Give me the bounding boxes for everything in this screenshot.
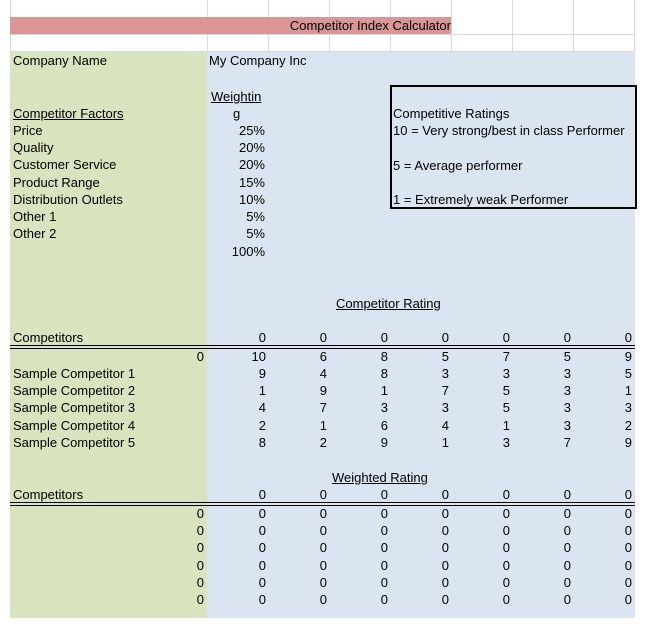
- page-title: Competitor Index Calculator: [289, 18, 451, 33]
- rating-header-cell: 0: [380, 330, 388, 345]
- factor-weight[interactable]: 5%: [246, 209, 265, 224]
- weighted-index: 0: [196, 574, 204, 590]
- rating-header-cell: 0: [502, 330, 510, 345]
- competitor-rating-cell[interactable]: 1: [441, 434, 449, 450]
- weighted-index: 0: [196, 523, 204, 539]
- ratings-box-line-10: 10 = Very strong/best in class Performer: [393, 123, 625, 138]
- weighted-cell: 0: [502, 574, 510, 590]
- weighted-cell: 0: [624, 574, 632, 590]
- weighted-cell: 0: [380, 574, 388, 590]
- competitor-rating-cell[interactable]: 1: [502, 417, 510, 433]
- weighted-cell: 0: [441, 523, 449, 539]
- weighted-cell: 0: [380, 557, 388, 573]
- weighted-cell: 0: [502, 523, 510, 539]
- double-rule: [10, 345, 635, 346]
- reference-value: 10: [251, 349, 266, 364]
- factor-weight[interactable]: 15%: [238, 174, 265, 190]
- competitor-rating-cell[interactable]: 9: [380, 434, 388, 450]
- competitor-rating-cell[interactable]: 1: [380, 383, 388, 399]
- competitor-rating-cell[interactable]: 2: [319, 434, 327, 450]
- competitor-rating-cell[interactable]: 3: [502, 434, 510, 450]
- weighted-cell: 0: [258, 523, 266, 539]
- weighted-index: 0: [196, 540, 204, 556]
- competitor-rating-cell[interactable]: 5: [624, 366, 632, 381]
- weighted-cell: 0: [319, 523, 327, 539]
- grid-line: [10, 51, 635, 52]
- weighted-cell: 0: [258, 592, 266, 607]
- competitor-name: Sample Competitor 5: [13, 434, 136, 450]
- double-rule: [10, 502, 635, 503]
- weighted-cell: 0: [380, 540, 388, 556]
- competitor-name: Sample Competitor 2: [13, 383, 136, 399]
- competitor-rating-cell[interactable]: 9: [624, 434, 632, 450]
- competitor-rating-cell[interactable]: 5: [502, 383, 510, 399]
- competitor-rating-cell[interactable]: 1: [319, 417, 327, 433]
- weighted-cell: 0: [258, 574, 266, 590]
- weighted-cell: 0: [563, 540, 571, 556]
- competitor-rating-cell[interactable]: 9: [319, 383, 327, 399]
- competitor-rating-cell[interactable]: 3: [563, 417, 571, 433]
- competitor-rating-cell[interactable]: 7: [441, 383, 449, 399]
- reference-value: 5: [441, 349, 449, 364]
- reference-value: 8: [380, 349, 388, 364]
- rating-header-cell: 0: [563, 330, 571, 345]
- weighted-cell: 0: [563, 506, 571, 521]
- weighted-index: 0: [196, 592, 204, 607]
- weighted-cell: 0: [319, 592, 327, 607]
- weighted-cell: 0: [563, 523, 571, 539]
- factor-name: Price: [13, 123, 43, 138]
- factor-weight[interactable]: 10%: [238, 191, 265, 207]
- weighted-header-cell: 0: [624, 487, 632, 502]
- weighted-cell: 0: [563, 574, 571, 590]
- weighted-cell: 0: [319, 574, 327, 590]
- competitor-rating-cell[interactable]: 3: [563, 400, 571, 416]
- grid-line: [573, 0, 574, 52]
- grid-line: [10, 34, 635, 35]
- competitor-rating-cell[interactable]: 4: [258, 400, 266, 416]
- weighted-cell: 0: [258, 506, 266, 521]
- reference-value: 9: [624, 349, 632, 364]
- rating-header-cell: 0: [624, 330, 632, 345]
- factor-name: Distribution Outlets: [13, 191, 123, 207]
- weighted-cell: 0: [624, 557, 632, 573]
- ratings-box-line-5: 5 = Average performer: [393, 158, 523, 173]
- weighted-cell: 0: [441, 557, 449, 573]
- ratings-box-line-1: 1 = Extremely weak Performer: [393, 192, 569, 207]
- factor-weight[interactable]: 25%: [238, 123, 265, 138]
- competitor-rating-cell[interactable]: 3: [441, 366, 449, 381]
- factor-name: Quality: [13, 140, 54, 156]
- competitors-label: Competitors: [13, 330, 84, 345]
- weighted-header-cell: 0: [441, 487, 449, 502]
- weighted-cell: 0: [624, 506, 632, 521]
- reference-value: 6: [319, 349, 327, 364]
- competitor-rating-cell[interactable]: 2: [258, 417, 266, 433]
- competitor-factors-header: Competitor Factors: [13, 106, 124, 121]
- competitor-rating-cell[interactable]: 6: [380, 417, 388, 433]
- factor-weight[interactable]: 20%: [238, 157, 265, 173]
- factor-name: Customer Service: [13, 157, 117, 173]
- weighted-index: 0: [196, 557, 204, 573]
- weighted-cell: 0: [319, 506, 327, 521]
- weighted-cell: 0: [380, 506, 388, 521]
- competitor-name: Sample Competitor 4: [13, 417, 136, 433]
- weighted-cell: 0: [624, 592, 632, 607]
- weighted-rating-title: Weighted Rating: [332, 470, 428, 485]
- weight-total: 100%: [231, 244, 265, 259]
- weighted-cell: 0: [441, 540, 449, 556]
- competitor-rating-cell[interactable]: 4: [441, 417, 449, 433]
- weighted-cell: 0: [502, 557, 510, 573]
- competitor-rating-cell[interactable]: 7: [319, 400, 327, 416]
- competitor-rating-cell[interactable]: 3: [441, 400, 449, 416]
- competitor-rating-cell[interactable]: 3: [563, 366, 571, 381]
- weighted-cell: 0: [319, 557, 327, 573]
- weighted-header-cell: 0: [258, 487, 266, 502]
- grid-line: [634, 0, 635, 52]
- weighted-cell: 0: [380, 523, 388, 539]
- weighted-header-cell: 0: [563, 487, 571, 502]
- grid-line: [512, 0, 513, 52]
- company-name-value[interactable]: My Company Inc: [209, 53, 307, 68]
- weighted-cell: 0: [563, 557, 571, 573]
- weighted-cell: 0: [624, 540, 632, 556]
- competitor-name: Sample Competitor 1: [13, 366, 136, 381]
- competitor-rating-cell[interactable]: 3: [563, 383, 571, 399]
- weighted-cell: 0: [502, 506, 510, 521]
- competitor-rating-cell[interactable]: 1: [624, 383, 632, 399]
- rating-header-cell: 0: [319, 330, 327, 345]
- grid-line: [451, 0, 452, 52]
- weighting-header: Weightin: [211, 89, 262, 104]
- competitor-rating-cell[interactable]: 3: [624, 400, 632, 416]
- factor-weight[interactable]: 5%: [246, 226, 265, 242]
- weighted-header-cell: 0: [380, 487, 388, 502]
- factor-name: Other 2: [13, 226, 57, 242]
- reference-index: 0: [196, 349, 204, 364]
- factor-weight[interactable]: 20%: [238, 140, 265, 156]
- competitor-rating-cell[interactable]: 8: [380, 366, 388, 381]
- competitor-rating-cell[interactable]: 3: [502, 366, 510, 381]
- competitor-rating-title: Competitor Rating: [336, 296, 441, 311]
- weighted-cell: 0: [441, 592, 449, 607]
- competitor-rating-cell[interactable]: 7: [563, 434, 571, 450]
- weighted-index: 0: [196, 506, 204, 521]
- weighted-cell: 0: [563, 592, 571, 607]
- weighted-competitors-label: Competitors: [13, 487, 84, 502]
- weighted-cell: 0: [319, 540, 327, 556]
- weighted-cell: 0: [258, 557, 266, 573]
- weighted-header-cell: 0: [502, 487, 510, 502]
- competitor-rating-cell[interactable]: 3: [380, 400, 388, 416]
- reference-value: 5: [563, 349, 571, 364]
- competitor-rating-cell[interactable]: 1: [258, 383, 266, 399]
- weighted-cell: 0: [380, 592, 388, 607]
- company-name-label: Company Name: [13, 53, 107, 68]
- weighted-cell: 0: [502, 540, 510, 556]
- reference-value: 7: [502, 349, 510, 364]
- competitor-rating-cell[interactable]: 4: [319, 366, 327, 381]
- weighted-header-cell: 0: [319, 487, 327, 502]
- rating-header-cell: 0: [258, 330, 266, 345]
- factor-name: Product Range: [13, 174, 100, 190]
- rating-header-cell: 0: [441, 330, 449, 345]
- ratings-box-title: Competitive Ratings: [393, 106, 510, 121]
- weighted-cell: 0: [441, 506, 449, 521]
- factor-name: Other 1: [13, 209, 57, 224]
- weighted-cell: 0: [624, 523, 632, 539]
- competitor-rating-cell[interactable]: 2: [624, 417, 632, 433]
- ratings-box: [390, 85, 637, 209]
- weighting-header-wrap: g: [233, 106, 241, 121]
- competitor-rating-cell[interactable]: 5: [502, 400, 510, 416]
- weighted-cell: 0: [258, 540, 266, 556]
- competitor-rating-cell[interactable]: 8: [258, 434, 266, 450]
- weighted-cell: 0: [502, 592, 510, 607]
- competitor-name: Sample Competitor 3: [13, 400, 136, 416]
- weighted-cell: 0: [441, 574, 449, 590]
- competitor-rating-cell[interactable]: 9: [258, 366, 266, 381]
